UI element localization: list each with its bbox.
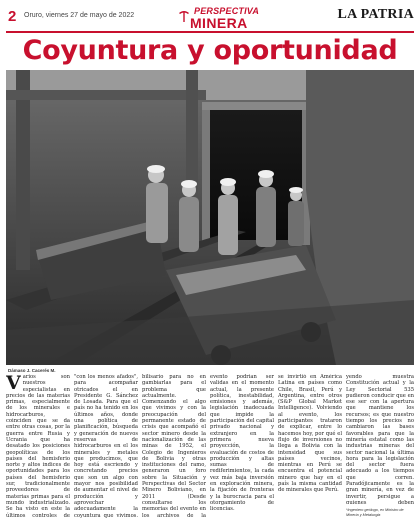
article-column-5	[278, 374, 342, 518]
header-divider	[6, 31, 414, 33]
column-text: se invirtió en América Latina en países como Chile, Brasil, Perú y Argentina, entre otros (S&P Global Market Intelligence). Volviendo al evento, los participantes trataron de explicar, entre lo hacemos hoy, por qué el flujo de inversiones no llega a Bolivia con la intensidad que sus países vecinos, mientras en Perú se encuentra el potencial minero que hay en el país la misma cantidad de minerales que Perú.	[278, 374, 342, 494]
photo-credit: Dámaso J. Cacerés M.	[8, 368, 56, 373]
mine-scene-image	[6, 70, 414, 365]
author-footnote: *Ingeniero geólogo, ex Ministro de Minería y Metalurgia	[346, 508, 404, 517]
pickaxe-icon	[178, 10, 190, 22]
page-number: 2	[8, 8, 17, 25]
section-logo-top: PERSPECTIVA	[194, 6, 260, 16]
article-photo	[6, 70, 414, 365]
headline: Coyuntura y oportunidad	[22, 35, 398, 66]
article-body	[6, 374, 414, 518]
page-header	[0, 0, 420, 34]
column-text: bilisario para no en gambiarlas para el problema que actualmente. Comenzando el algo que vivimos y con la preocupación del permanente estado de crisis que acompañó el sector minero desde la nacionalización de las minas de 1952, el Colegio de Ingenieros de Bolivia y otras instituciones del ramo, generaron un foro sobre la Situación y Perspectivas del Sector Minero Boliviano, en 2011 (Desde consultarse los memorias del evento en los archivos de la	[142, 374, 206, 518]
article-column-6	[346, 374, 414, 504]
dateline: Oruro, viernes 27 de mayo de 2022	[24, 12, 135, 19]
column-text: yendo muestra Constitución actual y la Ley Sectorial 535 pudieron conducir que en ese ser con la apertura que mantiene los recursos; es que nuestro tiempo los precios no cambiaron las bases favorables para que la minería estatal como las industrias mineras del sector nacional la última hora para la legislación del sector fuera adecuado a los tiempos que corren. Paradójicamente es la gran minería, en vez de invertir, persigue a quienes deben	[346, 374, 414, 504]
article-column-2	[74, 374, 138, 518]
article-column-1	[6, 374, 70, 518]
column-text: evento podrian ser validas en el momento actual, la presente política, inestabilidad, emisiones y además, legislación inadecuada que impide la participación del capital privado nacional y extranjero en la primera nueva proyección, la evaluación de costos de producción y altas sumas de rediferimientos, la cada vez más baja inversión en exploración minera, la fijación de fronteras y la burocracia para el otorgamiento de licencias.	[210, 374, 274, 513]
column-text: "con los menos afados", para acompañar otricados el en Presidente G. Sánchez de Losada. Para que el país no ha tenido en los últimos años, donde una política de planificación, búsqueda y generación de nuevos reservas de hidrocarburos en el los minerales y metales que producimos, que hoy está escriendo y concretando precios que son un algo con mayor nos posibilidad de aumentar el nivel de producción y aprovechar adecuadamente la coyuntura que vivimos.	[74, 374, 138, 518]
article-column-4	[210, 374, 274, 518]
section-logo-bottom: MINERA	[190, 15, 248, 31]
drop-cap: V	[6, 374, 21, 394]
masthead: LA PATRIA	[337, 7, 414, 22]
column-text: arios son nuestros especialistas en precios de las materias primas, especialmente de los minerales e hidrocarburos, coinciden que se da entre otras cosas, por la guerra entre Rusia y Ucrania que ha desatado los posiciones geopolíticas de los países del hemisferio norte y altos indices de oportunidades para los países del hemisferio sur, tradicionalmente proveedores de materias primas para el mundo industrializado. Se ha visto en este la últimos controles de	[6, 374, 70, 518]
section-logo	[176, 6, 262, 34]
article-column-3	[142, 374, 206, 518]
